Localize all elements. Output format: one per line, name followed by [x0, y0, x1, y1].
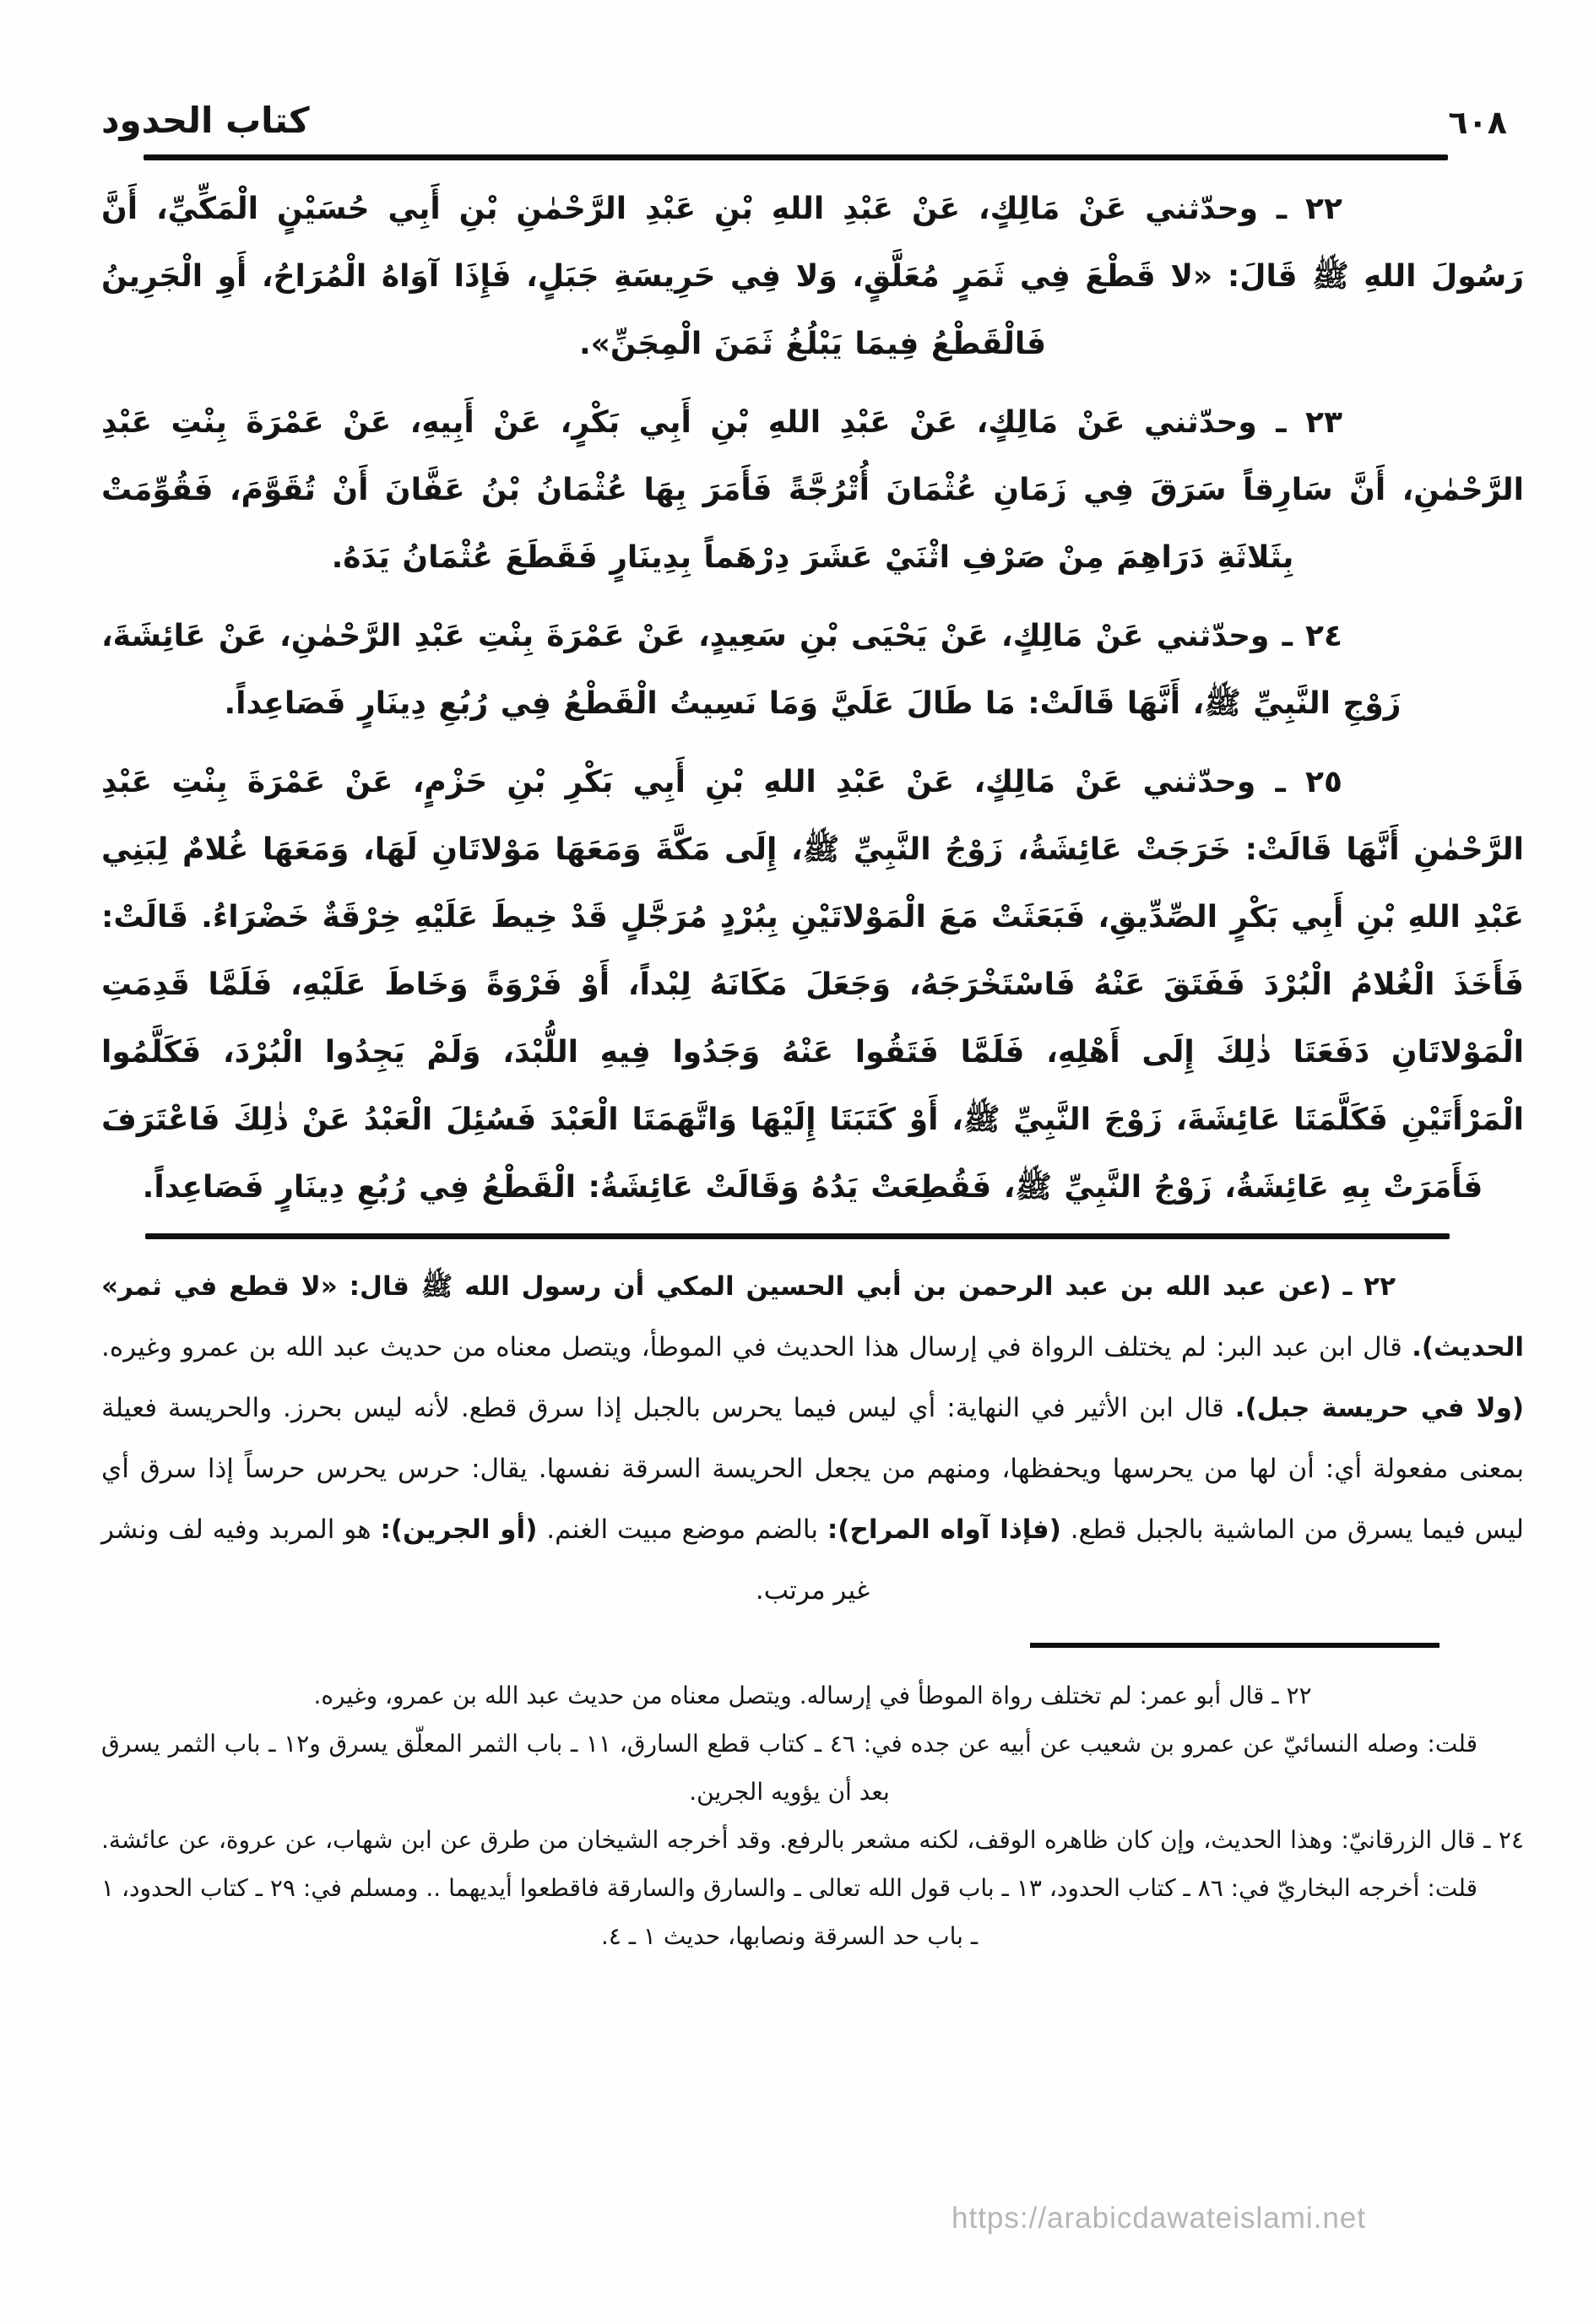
watermark-url: https://arabicdawateislami.net [952, 2202, 1367, 2235]
commentary-paragraph: ٢٢ ـ (عن عبد الله بن عبد الرحمن بن أبي الحسين المكي أن رسول الله ﷺ قال: «لا قطع في ثمر» الحديث). قال ابن عبد البر: لم يختلف الرواة في إرسال هذا الحديث في الموطأ، ويتصل معناه من حديث عبد الله بن عمرو وغيره. (ولا في حريسة جبل). قال ابن الأثير في النهاية: أي ليس فيما يحرس بالجبل إذا سرق قطع. لأنه ليس بحرز. والحريسة فعيلة بمعنى مفعولة أي: أن لها من يحرسها ويحفظها، ومنهم من يجعل الحريسة السرقة نفسها. يقال: حرس يحرس حرساً إذا سرق أي ليس فيما يسرق من الماشية بالجبل قطع. (فإذا آواه المراح): بالضم موضع مبيت الغنم. (أو الجرين): هو المربد وفيه لف ونشر غير مرتب. [101, 1271, 1525, 1606]
matn-section [101, 176, 1524, 1222]
commentary-divider-rule [145, 1233, 1450, 1239]
footnote-item-24: ٢٤ ـ قال الزرقانيّ: وهذا الحديث، وإن كان ظاهره الوقف، لكنه مشعر بالرفع. وقد أخرجه الشيخان من طرق عن ابن شهاب، عن عروة، عن عائشة. قلت: أخرجه البخاريّ في: ٨٦ ـ كتاب الحدود، ١٣ ـ باب قول الله تعالى ـ والسارق والسارقة فاقطعوا أيديهما .. ومسلم في: ٢٩ ـ كتاب الحدود، ١ ـ باب حد السرقة ونصابها، حديث ١ ـ ٤. [101, 1826, 1524, 1950]
footnote-divider-rule [1030, 1643, 1439, 1648]
hadith-paragraph-22: ٢٢ ـ وحدّثني عَنْ مَالِكٍ، عَنْ عَبْدِ اللهِ بْنِ عَبْدِ الرَّحْمٰنِ بْنِ أَبِي حُسَيْنٍ الْمَكِّيِّ، أَنَّ رَسُولَ اللهِ ﷺ قَالَ: «لا قَطْعَ فِي ثَمَرٍ مُعَلَّقٍ، وَلا فِي حَرِيسَةِ جَبَلٍ، فَإِذَا آوَاهُ الْمُرَاحُ، أَوِ الْجَرِينُ فَالْقَطْعُ فِيمَا يَبْلُغُ ثَمَنَ الْمِجَنِّ». [101, 192, 1524, 361]
hadith-paragraph-25: ٢٥ ـ وحدّثني عَنْ مَالِكٍ، عَنْ عَبْدِ اللهِ بْنِ أَبِي بَكْرِ بْنِ حَزْمٍ، عَنْ عَمْرَةَ بِنْتِ عَبْدِ الرَّحْمٰنِ أَنَّهَا قَالَتْ: خَرَجَتْ عَائِشَةُ، زَوْجُ النَّبِيِّ ﷺ، إِلَى مَكَّةَ وَمَعَهَا مَوْلاتَانِ لَهَا، وَمَعَهَا غُلامٌ لِبَنِي عَبْدِ اللهِ بْنِ أَبِي بَكْرٍ الصِّدِّيقِ، فَبَعَثَتْ مَعَ الْمَوْلاتَيْنِ بِبُرْدٍ مُرَجَّلٍ قَدْ خِيطَ عَلَيْهِ خِرْقَةٌ خَضْرَاءُ. قَالَتْ: فَأَخَذَ الْغُلامُ الْبُرْدَ فَفَتَقَ عَنْهُ فَاسْتَخْرَجَهُ، وَجَعَلَ مَكَانَهُ لِبْداً، أَوْ فَرْوَةً وَخَاطَ عَلَيْهِ، فَلَمَّا قَدِمَتِ الْمَوْلاتَانِ دَفَعَتَا ذٰلِكَ إِلَى أَهْلِهِ، فَلَمَّا فَتَقُوا عَنْهُ وَجَدُوا فِيهِ اللُّبْدَ، وَلَمْ يَجِدُوا الْبُرْدَ، فَكَلَّمُوا الْمَرْأَتَيْنِ فَكَلَّمَتَا عَائِشَةَ، زَوْجَ النَّبِيِّ ﷺ، أَوْ كَتَبَتَا إِلَيْهَا وَاتَّهَمَتَا الْعَبْدَ فَسُئِلَ الْعَبْدُ عَنْ ذٰلِكَ فَاعْتَرَفَ فَأَمَرَتْ بِهِ عَائِشَةُ، زَوْجُ النَّبِيِّ ﷺ، فَقُطِعَتْ يَدُهُ وَقَالَتْ عَائِشَةُ: الْقَطْعُ فِي رُبُعِ دِينَارٍ فَصَاعِداً. [101, 765, 1524, 1205]
hadith-paragraph-24: ٢٤ ـ وحدّثني عَنْ مَالِكٍ، عَنْ يَحْيَى بْنِ سَعِيدٍ، عَنْ عَمْرَةَ بِنْتِ عَبْدِ الرَّحْمٰنِ، عَنْ عَائِشَةَ، زَوْجِ النَّبِيِّ ﷺ، أَنَّهَا قَالَتْ: مَا طَالَ عَلَيَّ وَمَا نَسِيتُ الْقَطْعُ فِي رُبُعِ دِينَارٍ فَصَاعِداً. [101, 619, 1402, 721]
footnote-item-qultu: قلت: وصله النسائيّ عن عمرو بن شعيب عن أبيه عن جده في: ٤٦ ـ كتاب قطع السارق، ١١ ـ باب الثمر المعلّق يسرق و١٢ ـ باب الثمر يسرق بعد أن يؤويه الجرين. [101, 1730, 1477, 1806]
hadith-paragraph-23: ٢٣ ـ وحدّثني عَنْ مَالِكٍ، عَنْ عَبْدِ اللهِ بْنِ أَبِي بَكْرٍ، عَنْ أَبِيهِ، عَنْ عَمْرَةَ بِنْتِ عَبْدِ الرَّحْمٰنِ، أَنَّ سَارِقاً سَرَقَ فِي زَمَانِ عُثْمَانَ أُتْرُجَّةً فَأَمَرَ بِهَا عُثْمَانُ بْنُ عَفَّانَ أَنْ تُقَوَّمَ، فَقُوِّمَتْ بِثَلاثَةِ دَرَاهِمَ مِنْ صَرْفِ اثْنَيْ عَشَرَ دِرْهَماً بِدِينَارٍ فَقَطَعَ عُثْمَانُ يَدَهُ. [101, 405, 1524, 575]
page-number: ٦٠٨ [1448, 104, 1507, 141]
page-header [101, 100, 1524, 141]
header-divider-rule [144, 154, 1448, 160]
commentary-section [101, 1256, 1524, 1621]
footnote-item-22: ٢٢ ـ قال أبو عمر: لم تختلف رواة الموطأ في إرساله. ويتصل معناه من حديث عبد الله بن عمرو، وغيره. [313, 1682, 1312, 1709]
footnotes-section [101, 1671, 1524, 1960]
book-title: كتاب الحدود [101, 100, 310, 141]
